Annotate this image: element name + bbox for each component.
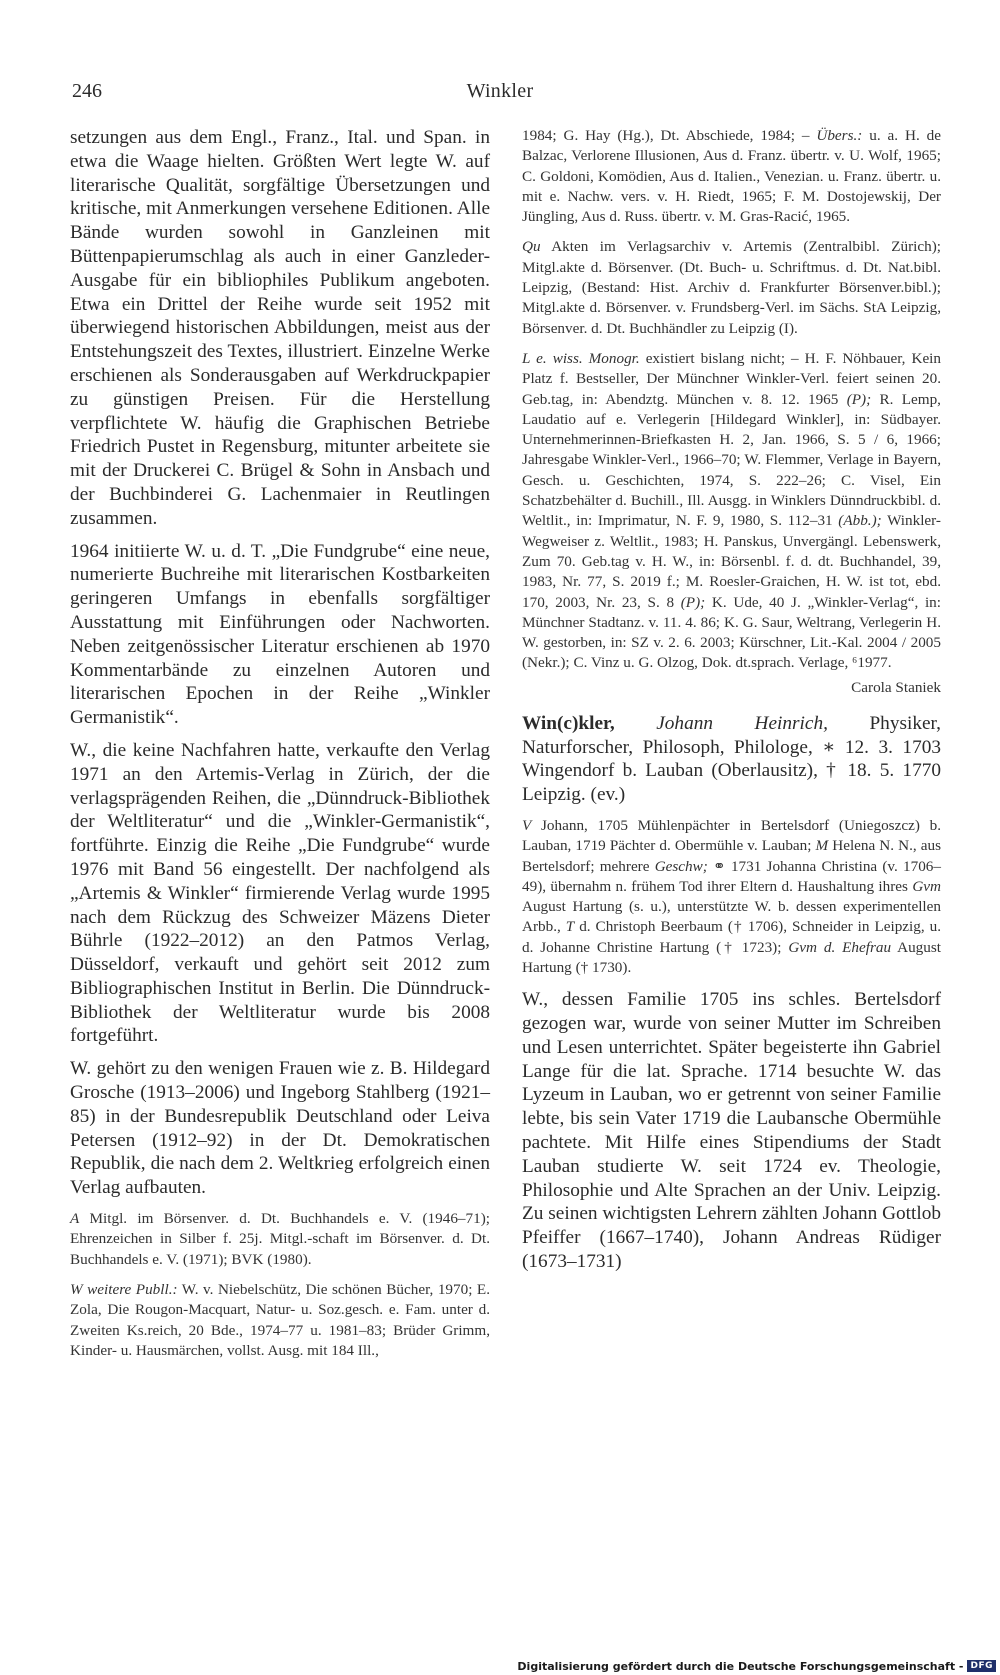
illustration-mark: (Abb.); — [838, 512, 882, 530]
awards-text: Mitgl. im Börsenver. d. Dt. Buchhandels e. V. (1946–71); Ehrenzeichen in Silber f. 25j. Mitgl.-schaft im Börsenver. d. Dt. Buchhandels e. V. (1971); BVK (1980). — [70, 1210, 490, 1268]
mother-label: M — [815, 837, 829, 855]
body-paragraph: W., dessen Familie 1705 ins schles. Bertelsdorf gezogen war, wurde von seiner Mutter im Schreiben und Lesen unterrichtet. Später begeisterte ihn Gabriel Lange für die lat. Sprache. 1714 besuchte W. das Lyzeum in Lauban, wo er getrennt von seiner Familie lebte, bis sein Vater 1719 die Laubansche Obermühle pachtete. Mit Hilfe eines Stipendiums der Stadt Lauban studierte W. seit 1724 ev. Theologie, Philosophie und Alte Sprachen an der Univ. Leipzig. Zu seinen wichtigsten Lehrern zählten Johann Gottlob Pfeiffer (1667–1740), Johann Andreas Rüdiger (1673–1731) — [522, 989, 941, 1273]
digitization-footer — [513, 1657, 1000, 1675]
literature-note — [522, 349, 941, 674]
genealogy-text: August Hartung (s. u.), unterstützte W. b. dessen experimentellen Arbb., — [522, 898, 941, 936]
works-text: W. v. Niebelschütz, Die schönen Bücher, 1970; E. Zola, Die Rougon-Macquart, Natur- u. Soz.gesch. e. Fam. unter d. Zweiten Ks.reich, 20 Bde., 1974–77 u. 1981–83; Brüder Grimm, Kinder- u. Hausmärchen, vollst. Ausg. mit 184 Ill., — [70, 1280, 490, 1359]
body-paragraph: setzungen aus dem Engl., Franz., Ital. und Span. in etwa die Waage hielten. Größten Wert legte W. auf literarische Qualität, sorgfältige Übersetzungen und kritische, mit Anmerkungen versehene Editionen. Alle Bände wurden sowohl in Ganzleinen mit Büttenpapierumschlag als auch in einer Ganzleder-Ausgabe für ein bibliophiles Publikum angeboten. Etwa ein Drittel der Reihe wurde seit 1952 mit überwiegend historischen Abbildungen, meist aus der Entstehungszeit des Textes, illustriert. Einzelne Werke erschienen als Sonderausgaben auf Werkdruckpapier zu günstigen Preisen. Für die Herstellung verpflichtete W. häufig die Graphischen Betriebe Friedrich Pustet in Regensburg, mitunter arbeitete sie mit der Druckerei C. Brügel & Sohn in Ansbach und der Buchbinderei G. Lachenmaier in Reutlingen zusammen. — [70, 127, 490, 529]
father-label: V — [522, 816, 532, 834]
grandfather-label: Gvm — [912, 877, 941, 895]
portrait-mark: (P); — [680, 593, 706, 611]
genealogy-text: d. Christoph Beerbaum († 1706), Schneider in Leipzig, u. d. Johanne Christine Hartung († 1723); — [522, 918, 941, 956]
sources-note — [522, 237, 941, 338]
translations-label: Übers.: — [816, 127, 863, 144]
body-paragraph: W., die keine Nachfahren hatte, verkaufte den Verlag 1971 an den Artemis-Verlag in Zürich, der die verlagsprägenden Reihen, die „Dünndruck-Bibliothek der Weltliteratur“ und die „Winkler-Germanistik“, fortführte. Einzig die Reihe „Die Fundgrube“ wurde 1976 mit Band 56 eingestellt. Der nachfolgend als „Artemis & Winkler“ firmierende Verlag wurde 1995 nach dem Rückzug des Schweizer Mäzens Dieter Bührle (1922–2012) an den Patmos Verlag, Düsseldorf, verkauft und gehört seit 2012 zum Bibliographischen Institut in Berlin. Die Dünndruck-Bibliothek der Weltliteratur wurde bis 2008 fortgeführt. — [70, 739, 490, 1047]
entry-heading — [522, 712, 941, 807]
literature-text: Winkler-Wegweiser z. Weltlit., 1983; H. Panskus, Unvergängl. Lebenswerk, Zum 70. Geb.tag v. H. W., in: Börsenbl. f. d. dt. Buchhandel, 39, 1983, Nr. 77, S. 2019 f.; M. Roesler-Graichen, H. W. ist tot, ebd. 170, 2003, Nr. 23, S. 8 — [522, 512, 941, 611]
genealogy-text: August Hartung († 1730). — [522, 938, 941, 976]
awards-label: A — [70, 1210, 80, 1228]
works-note — [70, 1280, 490, 1361]
awards-note — [70, 1209, 490, 1270]
dfg-logo: DFG — [967, 1660, 996, 1672]
works-label: W weitere Publl.: — [70, 1280, 178, 1298]
literature-text: R. Lemp, Laudatio auf e. Verlegerin [Hildegard Winkler], in: Südbayer. Unternehmerinnen-Briefkasten H. 2, Jan. 1966, S. 5 / 6, 1966; Jahresgabe Winkler-Verl., 1966–70; W. Flemmer, Verlage in Bayern, Gesch. u. Geschichten, 1974, S. 222–26; C. Visel, Ein Schatzbehälter d. Buchill., Ill. Ausgg. in Winklers Dünndruckbibl. d. Weltlit., in: Imprimatur, N. F. 9, 1980, S. 112–31 — [522, 390, 941, 530]
translations-text: u. a. H. de Balzac, Verlorene Illusionen, Aus d. Franz. übertr. v. U. Wolf, 1965; C. Goldoni, Komödien, Aus d. Italien., Venezian. u. Franz. übertr. u. mit e. Nachw. vers. v. H. Riedt, 1965; F. M. Dostojewskij, Der Jüngling, Aus d. Russ. übertr. v. M. Gras-Racić, 1965. — [522, 127, 941, 226]
spouse-grandfather-label: Gvm d. Ehefrau — [788, 938, 892, 956]
body-paragraph: 1964 initiierte W. u. d. T. „Die Fundgrube“ eine neue, numerierte Buchreihe mit literarischen Kostbarkeiten geringeren Umfangs in ebenfalls sorgfältiger Ausstattung mit Einführungen oder Nachworten. Neben zeitgenössischer Literatur erschienen ab 1970 Kommentarbände zu einzelnen Autoren und literarischen Epochen in der Reihe „Winkler Germanistik“. — [70, 540, 490, 729]
sources-text: Akten im Verlagsarchiv v. Artemis (Zentralbibl. Zürich); Mitgl.akte d. Börsenver. (Dt. Buch- u. Schriftmus. d. Dt. Nat.bibl. Leipzig, (Bestand: Hist. Archiv d. Frankfurter Börsenver.bibl.); Mitgl.akte d. Börsenver. v. Frundsberg-Verl. im Sächs. StA Leipzig, Börsenver. d. Dt. Buchhändler zu Leipzig (I). — [522, 238, 941, 337]
literature-text: existiert bislang nicht; – H. F. Nöhbauer, Kein Platz f. Bestseller, Der Münchner Winkler-Verl. feiert seinen 20. Geb.tag, in: Abendztg. München v. 8. 12. 1965 — [522, 349, 941, 408]
article-author: Carola Staniek — [851, 678, 941, 696]
entry-vitals: Physiker, Naturforscher, Philosoph, Philologe, ∗ 12. 3. 1703 Wingendorf b. Lauban (Oberlausitz), † 18. 5. 1770 Leipzig. (ev.) — [522, 712, 941, 806]
daughter-label: T — [565, 918, 575, 936]
genealogy-text: Helena N. N., aus Bertelsdorf; mehrere — [522, 837, 941, 875]
entry-given-names: Johann Heinrich, — [614, 712, 828, 734]
works-text-continued: 1984; G. Hay (Hg.), Dt. Abschiede, 1984; – — [522, 127, 817, 144]
left-column — [70, 126, 490, 1371]
sources-label: Qu — [522, 238, 541, 256]
genealogy-text: Johann, 1705 Mühlenpächter in Bertelsdorf (Uniegoszcz) b. Lauban, 1719 Pächter d. Obermühle v. Lauban; — [522, 816, 941, 855]
genealogy-text: ⚭ 1731 Johanna Christina (v. 1706–49), übernahm n. frühem Tod ihrer Eltern d. Haushaltung ihres — [522, 857, 941, 895]
literature-text: K. Ude, 40 J. „Winkler-Verlag“, in: Münchner Stadtanz. v. 11. 4. 86; K. G. Saur, Weltrang, Verlegerin H. W. gestorben, in: SZ v. 2. 6. 2003; Kürschner, Lit.-Kal. 2004 / 2005 (Nekr.); C. Vinz u. G. Olzog, Dok. dt.sprach. Verlage, ⁶1977. — [522, 593, 941, 672]
portrait-mark: (P); — [846, 390, 872, 408]
genealogy-note — [522, 816, 941, 978]
running-head: Winkler — [466, 80, 534, 102]
works-note-continued — [522, 126, 941, 227]
literature-label: L e. wiss. Monogr. — [522, 349, 640, 367]
entry-headword: Win(c)kler, — [522, 712, 615, 734]
page-number: 246 — [72, 80, 102, 102]
body-paragraph: W. gehört zu den wenigen Frauen wie z. B. Hildegard Grosche (1913–2006) und Ingeborg Stahlberg (1921–85) in der Bundesrepublik Deutschland oder Leiva Petersen (1912–92) in der Dt. Demokratischen Republik, die nach dem 2. Weltkrieg erfolgreich einen Verlag aufbauten. — [70, 1058, 490, 1199]
siblings-label: Geschw; — [654, 857, 708, 875]
footer-text: Digitalisierung gefördert durch die Deutsche Forschungsgemeinschaft - — [517, 1659, 964, 1673]
right-column — [522, 126, 941, 1283]
